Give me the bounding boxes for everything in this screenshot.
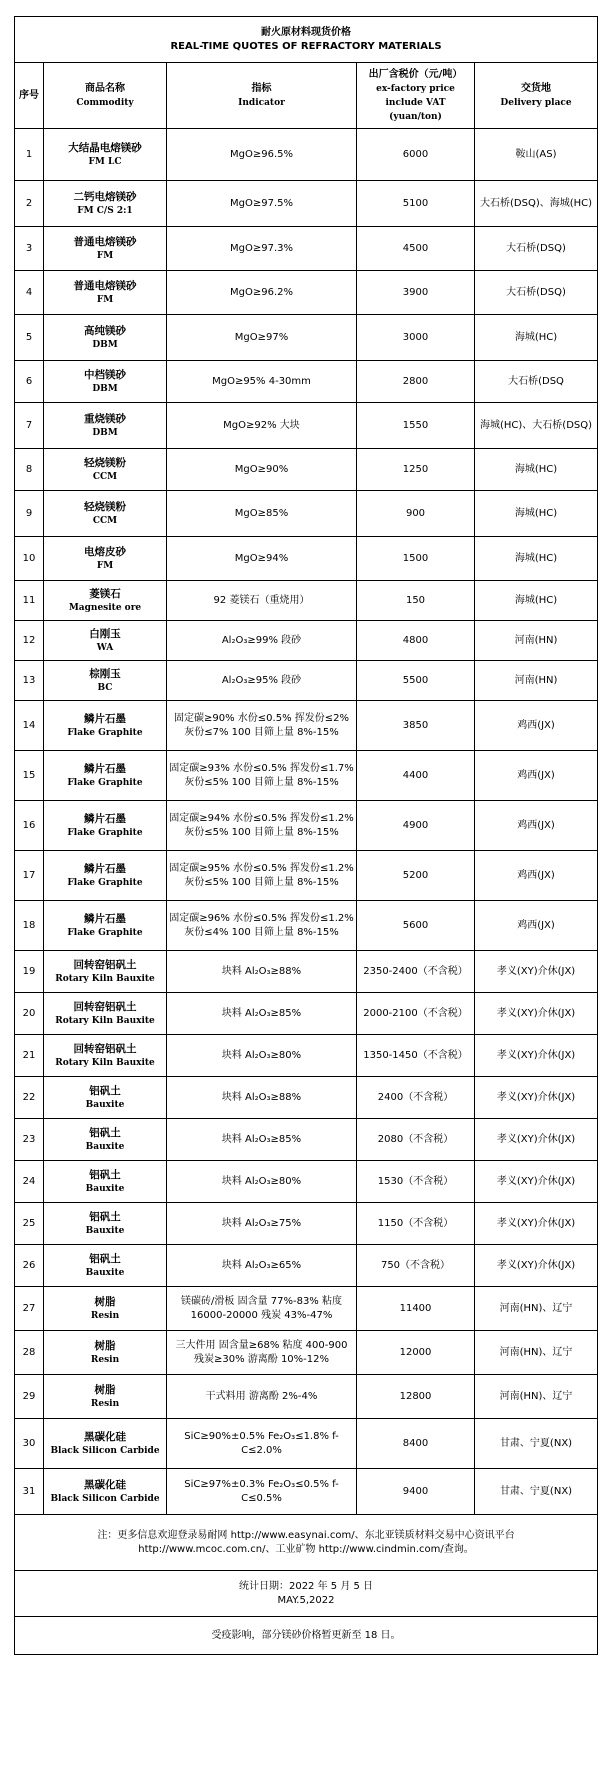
note-line-2: http://www.mcoc.com.cn/、工业矿物 http://www.cindmin.com/查询。 bbox=[138, 1543, 474, 1555]
commodity-name-cn: 鳞片石墨 bbox=[84, 812, 126, 825]
indicator-cell: 固定碳≥94% 水份≤0.5% 挥发份≤1.2% 灰份≤5% 100 目筛上量 8%-15% bbox=[167, 801, 357, 851]
commodity-name-en: Rotary Kiln Bauxite bbox=[55, 1015, 155, 1026]
row-number: 1 bbox=[15, 129, 44, 181]
header-place-en: Delivery place bbox=[500, 97, 572, 108]
indicator-cell: MgO≥97.5% bbox=[167, 181, 357, 227]
indicator-cell: 镁碳砖/滑板 固含量 77%-83% 粘度 16000-20000 残炭 43%-47% bbox=[167, 1287, 357, 1331]
delivery-place-cell: 海城(HC) bbox=[475, 581, 598, 621]
table-row bbox=[15, 1035, 598, 1077]
commodity-name-cn: 黑碳化硅 bbox=[84, 1430, 126, 1443]
delivery-place-cell: 孝义(XY)介休(JX) bbox=[475, 1203, 598, 1245]
table-row bbox=[15, 751, 598, 801]
table-row bbox=[15, 581, 598, 621]
commodity-cell bbox=[44, 537, 167, 581]
indicator-cell: 92 菱镁石（重烧用） bbox=[167, 581, 357, 621]
row-number: 13 bbox=[15, 661, 44, 701]
commodity-name-cn: 电熔皮砂 bbox=[84, 545, 126, 558]
indicator-cell: MgO≥90% bbox=[167, 449, 357, 491]
commodity-name-cn: 铝矾土 bbox=[89, 1210, 121, 1223]
commodity-cell bbox=[44, 701, 167, 751]
row-number: 8 bbox=[15, 449, 44, 491]
commodity-name-cn: 棕刚玉 bbox=[89, 667, 121, 680]
table-row bbox=[15, 701, 598, 751]
table-row bbox=[15, 361, 598, 403]
commodity-cell bbox=[44, 315, 167, 361]
commodity-name-cn: 树脂 bbox=[94, 1339, 116, 1352]
commodity-name-en: Rotary Kiln Bauxite bbox=[55, 973, 155, 984]
price-cell: 4800 bbox=[357, 621, 475, 661]
price-cell: 2800 bbox=[357, 361, 475, 403]
indicator-cell: MgO≥92% 大块 bbox=[167, 403, 357, 449]
delivery-place-cell: 海城(HC)、大石桥(DSQ) bbox=[475, 403, 598, 449]
commodity-name-en: Flake Graphite bbox=[67, 777, 143, 788]
commodity-name-en: Bauxite bbox=[85, 1225, 125, 1236]
commodity-name-en: Black Silicon Carbide bbox=[50, 1445, 160, 1456]
commodity-name-en: Flake Graphite bbox=[67, 927, 143, 938]
row-number: 31 bbox=[15, 1469, 44, 1515]
commodity-cell bbox=[44, 491, 167, 537]
title-en: REAL-TIME QUOTES OF REFRACTORY MATERIALS bbox=[170, 40, 442, 52]
commodity-cell bbox=[44, 227, 167, 271]
header-price-en3: (yuan/ton) bbox=[389, 111, 442, 122]
commodity-name-en: Bauxite bbox=[85, 1183, 125, 1194]
commodity-name-en: Magnesite ore bbox=[68, 602, 142, 613]
commodity-name-en: Black Silicon Carbide bbox=[50, 1493, 160, 1504]
header-no: 序号 bbox=[15, 63, 44, 129]
row-number: 9 bbox=[15, 491, 44, 537]
table-row bbox=[15, 1469, 598, 1515]
price-cell: 1530（不含税） bbox=[357, 1161, 475, 1203]
row-number: 6 bbox=[15, 361, 44, 403]
indicator-cell: 固定碳≥95% 水份≤0.5% 挥发份≤1.2% 灰份≤5% 100 目筛上量 8%-15% bbox=[167, 851, 357, 901]
table-row bbox=[15, 1077, 598, 1119]
row-number: 19 bbox=[15, 951, 44, 993]
row-number: 2 bbox=[15, 181, 44, 227]
delivery-place-cell: 甘肃、宁夏(NX) bbox=[475, 1469, 598, 1515]
price-cell: 5200 bbox=[357, 851, 475, 901]
delivery-place-cell: 孝义(XY)介休(JX) bbox=[475, 951, 598, 993]
commodity-cell bbox=[44, 851, 167, 901]
commodity-cell bbox=[44, 271, 167, 315]
price-cell: 5100 bbox=[357, 181, 475, 227]
delivery-place-cell: 大石桥(DSQ bbox=[475, 361, 598, 403]
table-body bbox=[15, 129, 598, 1515]
commodity-name-en: CCM bbox=[92, 471, 118, 482]
commodity-cell bbox=[44, 1119, 167, 1161]
delivery-place-cell: 鸡西(JX) bbox=[475, 901, 598, 951]
table-row bbox=[15, 315, 598, 361]
row-number: 27 bbox=[15, 1287, 44, 1331]
price-cell: 12000 bbox=[357, 1331, 475, 1375]
table-row bbox=[15, 1287, 598, 1331]
stat-date-cn: 统计日期：2022 年 5 月 5 日 bbox=[238, 1580, 374, 1592]
row-number: 11 bbox=[15, 581, 44, 621]
commodity-cell bbox=[44, 581, 167, 621]
commodity-cell bbox=[44, 1375, 167, 1419]
row-number: 15 bbox=[15, 751, 44, 801]
indicator-cell: 块料 Al₂O₃≥85% bbox=[167, 993, 357, 1035]
price-cell: 1500 bbox=[357, 537, 475, 581]
delivery-place-cell: 大石桥(DSQ) bbox=[475, 271, 598, 315]
indicator-cell: 固定碳≥96% 水份≤0.5% 挥发份≤1.2% 灰份≤4% 100 目筛上量 8%-15% bbox=[167, 901, 357, 951]
delivery-place-cell: 海城(HC) bbox=[475, 537, 598, 581]
commodity-name-cn: 普通电熔镁砂 bbox=[73, 235, 137, 248]
price-cell: 2400（不含税） bbox=[357, 1077, 475, 1119]
row-number: 21 bbox=[15, 1035, 44, 1077]
price-cell: 3000 bbox=[357, 315, 475, 361]
notice-text: 受疫影响，部分镁砂价格暂更新至 18 日。 bbox=[15, 1617, 598, 1655]
commodity-name-en: Resin bbox=[90, 1354, 120, 1365]
table-row bbox=[15, 449, 598, 491]
table-row bbox=[15, 801, 598, 851]
notice-row bbox=[15, 1617, 598, 1655]
commodity-cell bbox=[44, 751, 167, 801]
price-cell: 3850 bbox=[357, 701, 475, 751]
table-row bbox=[15, 403, 598, 449]
row-number: 29 bbox=[15, 1375, 44, 1419]
commodity-cell bbox=[44, 403, 167, 449]
note-line-1: 注：更多信息欢迎登录易耐网 http://www.easynai.com/、东北亚镁质材料交易中心资讯平台 bbox=[97, 1529, 515, 1541]
title-cn: 耐火原材料现货价格 bbox=[261, 26, 352, 38]
table-row bbox=[15, 129, 598, 181]
commodity-name-en: FM bbox=[96, 560, 114, 571]
header-commodity bbox=[44, 63, 167, 129]
delivery-place-cell: 海城(HC) bbox=[475, 449, 598, 491]
header-indicator-cn: 指标 bbox=[251, 82, 272, 94]
indicator-cell: 块料 Al₂O₃≥65% bbox=[167, 1245, 357, 1287]
table-row bbox=[15, 1375, 598, 1419]
row-number: 23 bbox=[15, 1119, 44, 1161]
quote-table bbox=[14, 16, 598, 1655]
delivery-place-cell: 河南(HN)、辽宁 bbox=[475, 1375, 598, 1419]
indicator-cell: SiC≥90%±0.5% Fe₂O₃≤1.8% f-C≤2.0% bbox=[167, 1419, 357, 1469]
delivery-place-cell: 孝义(XY)介休(JX) bbox=[475, 1035, 598, 1077]
commodity-name-en: FM bbox=[96, 250, 114, 261]
indicator-cell: MgO≥96.5% bbox=[167, 129, 357, 181]
commodity-cell bbox=[44, 621, 167, 661]
note-cell bbox=[15, 1515, 598, 1571]
table-row bbox=[15, 661, 598, 701]
commodity-cell bbox=[44, 129, 167, 181]
commodity-name-cn: 轻烧镁粉 bbox=[84, 500, 126, 513]
date-row bbox=[15, 1571, 598, 1617]
commodity-name-en: Resin bbox=[90, 1310, 120, 1321]
row-number: 26 bbox=[15, 1245, 44, 1287]
row-number: 14 bbox=[15, 701, 44, 751]
indicator-cell: Al₂O₃≥99% 段砂 bbox=[167, 621, 357, 661]
table-row bbox=[15, 491, 598, 537]
delivery-place-cell: 鸡西(JX) bbox=[475, 801, 598, 851]
price-cell: 12800 bbox=[357, 1375, 475, 1419]
delivery-place-cell: 海城(HC) bbox=[475, 491, 598, 537]
table-row bbox=[15, 951, 598, 993]
header-price bbox=[357, 63, 475, 129]
delivery-place-cell: 河南(HN)、辽宁 bbox=[475, 1287, 598, 1331]
indicator-cell: 块料 Al₂O₃≥75% bbox=[167, 1203, 357, 1245]
table-row bbox=[15, 537, 598, 581]
commodity-name-cn: 轻烧镁粉 bbox=[84, 456, 126, 469]
table-row bbox=[15, 1245, 598, 1287]
table-row bbox=[15, 901, 598, 951]
delivery-place-cell: 孝义(XY)介休(JX) bbox=[475, 1119, 598, 1161]
header-row bbox=[15, 63, 598, 129]
price-cell: 5500 bbox=[357, 661, 475, 701]
table-row bbox=[15, 181, 598, 227]
row-number: 16 bbox=[15, 801, 44, 851]
stat-date-en: MAY.5,2022 bbox=[277, 1594, 335, 1606]
commodity-cell bbox=[44, 1203, 167, 1245]
indicator-cell: 块料 Al₂O₃≥88% bbox=[167, 1077, 357, 1119]
delivery-place-cell: 大石桥(DSQ) bbox=[475, 227, 598, 271]
price-cell: 1350-1450（不含税） bbox=[357, 1035, 475, 1077]
price-cell: 750（不含税） bbox=[357, 1245, 475, 1287]
indicator-cell: 固定碳≥93% 水份≤0.5% 挥发份≤1.7% 灰份≤5% 100 目筛上量 8%-15% bbox=[167, 751, 357, 801]
commodity-name-en: Bauxite bbox=[85, 1141, 125, 1152]
row-number: 10 bbox=[15, 537, 44, 581]
indicator-cell: MgO≥94% bbox=[167, 537, 357, 581]
commodity-cell bbox=[44, 1161, 167, 1203]
header-price-cn: 出厂含税价（元/吨） bbox=[368, 68, 463, 80]
commodity-name-cn: 回转窑铝矾土 bbox=[73, 958, 137, 971]
commodity-name-cn: 铝矾土 bbox=[89, 1168, 121, 1181]
header-price-en2: include VAT bbox=[385, 97, 446, 108]
price-cell: 4900 bbox=[357, 801, 475, 851]
commodity-cell bbox=[44, 1035, 167, 1077]
row-number: 25 bbox=[15, 1203, 44, 1245]
price-cell: 2000-2100（不含税） bbox=[357, 993, 475, 1035]
commodity-name-cn: 鳞片石墨 bbox=[84, 712, 126, 725]
indicator-cell: MgO≥96.2% bbox=[167, 271, 357, 315]
commodity-cell bbox=[44, 1419, 167, 1469]
indicator-cell: MgO≥85% bbox=[167, 491, 357, 537]
commodity-name-cn: 普通电熔镁砂 bbox=[73, 279, 137, 292]
row-number: 22 bbox=[15, 1077, 44, 1119]
commodity-name-cn: 树脂 bbox=[94, 1383, 116, 1396]
commodity-cell bbox=[44, 801, 167, 851]
row-number: 3 bbox=[15, 227, 44, 271]
indicator-cell: Al₂O₃≥95% 段砂 bbox=[167, 661, 357, 701]
commodity-name-cn: 重烧镁砂 bbox=[84, 412, 126, 425]
row-number: 20 bbox=[15, 993, 44, 1035]
commodity-name-cn: 回转窑铝矾土 bbox=[73, 1042, 137, 1055]
row-number: 4 bbox=[15, 271, 44, 315]
delivery-place-cell: 鸡西(JX) bbox=[475, 701, 598, 751]
table-row bbox=[15, 1161, 598, 1203]
date-cell bbox=[15, 1571, 598, 1617]
commodity-name-cn: 二钙电熔镁砂 bbox=[73, 190, 137, 203]
commodity-name-cn: 中档镁砂 bbox=[84, 368, 126, 381]
commodity-name-cn: 鳞片石墨 bbox=[84, 862, 126, 875]
header-indicator-en: Indicator bbox=[238, 97, 285, 108]
commodity-name-en: WA bbox=[96, 642, 114, 653]
table-row bbox=[15, 271, 598, 315]
commodity-name-en: Flake Graphite bbox=[67, 877, 143, 888]
delivery-place-cell: 孝义(XY)介休(JX) bbox=[475, 1245, 598, 1287]
commodity-name-cn: 铝矾土 bbox=[89, 1252, 121, 1265]
table-row bbox=[15, 1203, 598, 1245]
price-cell: 150 bbox=[357, 581, 475, 621]
commodity-name-en: Flake Graphite bbox=[67, 727, 143, 738]
commodity-name-cn: 树脂 bbox=[94, 1295, 116, 1308]
indicator-cell: MgO≥97.3% bbox=[167, 227, 357, 271]
commodity-name-cn: 回转窑铝矾土 bbox=[73, 1000, 137, 1013]
commodity-name-cn: 大结晶电熔镁砂 bbox=[68, 141, 142, 154]
commodity-name-cn: 白刚玉 bbox=[89, 627, 121, 640]
price-cell: 1250 bbox=[357, 449, 475, 491]
row-number: 18 bbox=[15, 901, 44, 951]
commodity-cell bbox=[44, 1469, 167, 1515]
header-indicator bbox=[167, 63, 357, 129]
price-cell: 5600 bbox=[357, 901, 475, 951]
header-commodity-en: Commodity bbox=[76, 97, 134, 108]
note-row bbox=[15, 1515, 598, 1571]
indicator-cell: 块料 Al₂O₃≥80% bbox=[167, 1161, 357, 1203]
commodity-name-en: Resin bbox=[90, 1398, 120, 1409]
commodity-name-cn: 铝矾土 bbox=[89, 1126, 121, 1139]
price-cell: 11400 bbox=[357, 1287, 475, 1331]
row-number: 17 bbox=[15, 851, 44, 901]
commodity-cell bbox=[44, 1077, 167, 1119]
price-cell: 2350-2400（不含税） bbox=[357, 951, 475, 993]
commodity-name-en: FM C/S 2:1 bbox=[77, 205, 133, 216]
header-place-cn: 交货地 bbox=[521, 82, 552, 94]
delivery-place-cell: 大石桥(DSQ)、海城(HC) bbox=[475, 181, 598, 227]
commodity-name-en: DBM bbox=[92, 383, 118, 394]
table-row bbox=[15, 621, 598, 661]
header-commodity-cn: 商品名称 bbox=[85, 82, 125, 94]
title-row bbox=[15, 17, 598, 63]
commodity-name-en: Flake Graphite bbox=[67, 827, 143, 838]
commodity-cell bbox=[44, 449, 167, 491]
commodity-name-en: FM LC bbox=[88, 156, 122, 167]
commodity-cell bbox=[44, 361, 167, 403]
price-cell: 1150（不含税） bbox=[357, 1203, 475, 1245]
table-title bbox=[15, 17, 598, 63]
delivery-place-cell: 河南(HN) bbox=[475, 661, 598, 701]
commodity-cell bbox=[44, 661, 167, 701]
delivery-place-cell: 鸡西(JX) bbox=[475, 751, 598, 801]
header-price-en1: ex-factory price bbox=[376, 83, 455, 94]
commodity-cell bbox=[44, 901, 167, 951]
commodity-name-en: DBM bbox=[92, 427, 118, 438]
delivery-place-cell: 孝义(XY)介休(JX) bbox=[475, 993, 598, 1035]
commodity-name-en: DBM bbox=[92, 339, 118, 350]
price-cell: 900 bbox=[357, 491, 475, 537]
indicator-cell: 三大件用 固含量≥68% 粘度 400-900 残炭≥30% 游离酚 10%-12% bbox=[167, 1331, 357, 1375]
row-number: 7 bbox=[15, 403, 44, 449]
commodity-cell bbox=[44, 1245, 167, 1287]
delivery-place-cell: 鞍山(AS) bbox=[475, 129, 598, 181]
table-row bbox=[15, 1119, 598, 1161]
price-sheet bbox=[14, 16, 597, 1778]
commodity-name-en: Rotary Kiln Bauxite bbox=[55, 1057, 155, 1068]
price-cell: 8400 bbox=[357, 1419, 475, 1469]
commodity-name-cn: 鳞片石墨 bbox=[84, 762, 126, 775]
commodity-name-cn: 黑碳化硅 bbox=[84, 1478, 126, 1491]
price-cell: 2080（不含税） bbox=[357, 1119, 475, 1161]
indicator-cell: 块料 Al₂O₃≥88% bbox=[167, 951, 357, 993]
commodity-cell bbox=[44, 1287, 167, 1331]
price-cell: 9400 bbox=[357, 1469, 475, 1515]
commodity-name-cn: 鳞片石墨 bbox=[84, 912, 126, 925]
delivery-place-cell: 孝义(XY)介休(JX) bbox=[475, 1077, 598, 1119]
indicator-cell: MgO≥95% 4-30mm bbox=[167, 361, 357, 403]
table-row bbox=[15, 993, 598, 1035]
row-number: 24 bbox=[15, 1161, 44, 1203]
indicator-cell: MgO≥97% bbox=[167, 315, 357, 361]
price-cell: 4400 bbox=[357, 751, 475, 801]
price-cell: 4500 bbox=[357, 227, 475, 271]
price-cell: 3900 bbox=[357, 271, 475, 315]
commodity-cell bbox=[44, 993, 167, 1035]
table-row bbox=[15, 1331, 598, 1375]
delivery-place-cell: 孝义(XY)介休(JX) bbox=[475, 1161, 598, 1203]
price-cell: 1550 bbox=[357, 403, 475, 449]
row-number: 30 bbox=[15, 1419, 44, 1469]
table-row bbox=[15, 1419, 598, 1469]
commodity-cell bbox=[44, 1331, 167, 1375]
indicator-cell: SiC≥97%±0.3% Fe₂O₃≤0.5% f-C≤0.5% bbox=[167, 1469, 357, 1515]
row-number: 28 bbox=[15, 1331, 44, 1375]
commodity-name-cn: 高纯镁砂 bbox=[84, 324, 126, 337]
commodity-name-en: Bauxite bbox=[85, 1099, 125, 1110]
commodity-name-cn: 铝矾土 bbox=[89, 1084, 121, 1097]
commodity-name-en: FM bbox=[96, 294, 114, 305]
indicator-cell: 块料 Al₂O₃≥80% bbox=[167, 1035, 357, 1077]
commodity-name-cn: 菱镁石 bbox=[89, 587, 121, 600]
row-number: 5 bbox=[15, 315, 44, 361]
indicator-cell: 固定碳≥90% 水份≤0.5% 挥发份≤2% 灰份≤7% 100 目筛上量 8%-15% bbox=[167, 701, 357, 751]
indicator-cell: 块料 Al₂O₃≥85% bbox=[167, 1119, 357, 1161]
row-number: 12 bbox=[15, 621, 44, 661]
delivery-place-cell: 鸡西(JX) bbox=[475, 851, 598, 901]
commodity-name-en: CCM bbox=[92, 515, 118, 526]
table-row bbox=[15, 227, 598, 271]
table-row bbox=[15, 851, 598, 901]
indicator-cell: 干式料用 游离酚 2%-4% bbox=[167, 1375, 357, 1419]
commodity-name-en: Bauxite bbox=[85, 1267, 125, 1278]
commodity-name-en: BC bbox=[97, 682, 113, 693]
commodity-cell bbox=[44, 951, 167, 993]
price-cell: 6000 bbox=[357, 129, 475, 181]
delivery-place-cell: 河南(HN) bbox=[475, 621, 598, 661]
delivery-place-cell: 河南(HN)、辽宁 bbox=[475, 1331, 598, 1375]
header-place bbox=[475, 63, 598, 129]
commodity-cell bbox=[44, 181, 167, 227]
delivery-place-cell: 海城(HC) bbox=[475, 315, 598, 361]
delivery-place-cell: 甘肃、宁夏(NX) bbox=[475, 1419, 598, 1469]
